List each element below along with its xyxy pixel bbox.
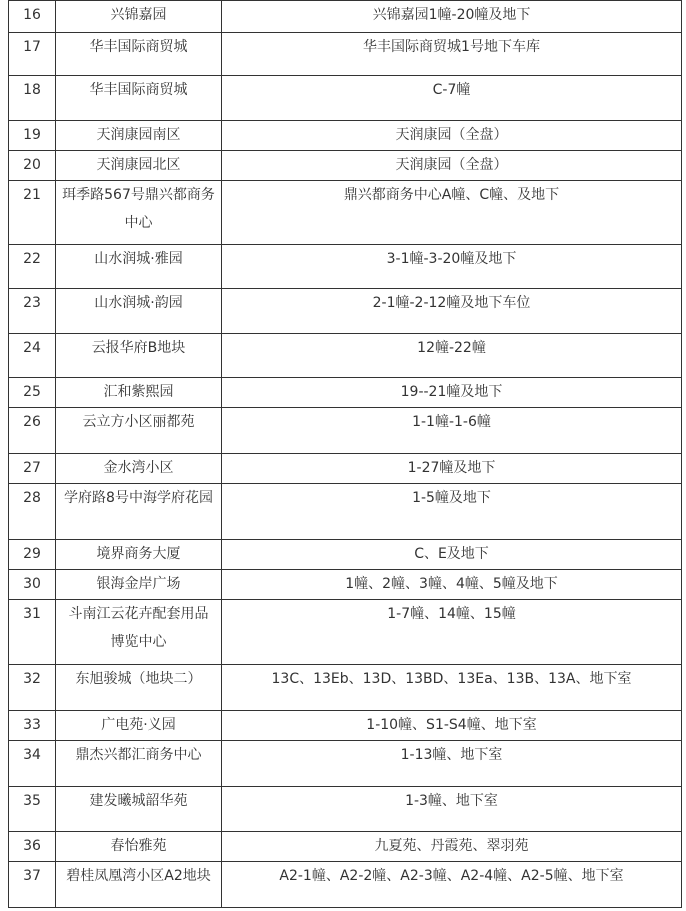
row-number-cell — [9, 540, 56, 570]
project-name: 云立方小区丽都苑 — [82, 414, 195, 430]
project-name: 东旭骏城（地块二） — [75, 671, 202, 687]
property-table — [8, 0, 682, 908]
project-name-cell — [56, 665, 222, 711]
table-row — [9, 832, 682, 862]
project-name-cell — [56, 454, 222, 484]
building-scope-cell — [222, 832, 682, 862]
table-row — [9, 408, 682, 454]
project-name-cell — [56, 484, 222, 540]
building-scope-cell — [222, 665, 682, 711]
building-scope-cell — [222, 711, 682, 741]
table-row — [9, 787, 682, 832]
building-scope: A2-1幢、A2-2幢、A2-3幢、A2-4幢、A2-5幢、地下室 — [279, 868, 624, 884]
row-number: 26 — [23, 414, 41, 430]
project-name: 斗南江云花卉配套用品博览中心 — [68, 606, 209, 650]
building-scope-cell — [222, 76, 682, 121]
project-name-cell — [56, 787, 222, 832]
project-name-cell — [56, 570, 222, 600]
row-number: 30 — [23, 576, 41, 592]
table-row — [9, 711, 682, 741]
project-name: 天润康园北区 — [96, 157, 181, 173]
project-name-cell — [56, 334, 222, 378]
row-number-cell — [9, 121, 56, 151]
project-name-cell — [56, 600, 222, 665]
building-scope-cell — [222, 33, 682, 76]
project-name-cell — [56, 711, 222, 741]
row-number-cell — [9, 711, 56, 741]
row-number-cell — [9, 76, 56, 121]
project-name: 金水湾小区 — [103, 460, 174, 476]
project-name-cell — [56, 741, 222, 787]
building-scope: 天润康园（全盘） — [395, 157, 508, 173]
row-number: 25 — [23, 384, 41, 400]
row-number: 23 — [23, 295, 41, 311]
row-number: 31 — [23, 606, 41, 622]
table-row — [9, 741, 682, 787]
row-number: 34 — [23, 747, 41, 763]
project-name: 建发曦城韶华苑 — [89, 793, 188, 809]
building-scope-cell — [222, 600, 682, 665]
building-scope: 3-1幢-3-20幢及地下 — [386, 251, 517, 267]
row-number: 24 — [23, 340, 41, 356]
row-number: 18 — [23, 82, 41, 98]
project-name: 华丰国际商贸城 — [89, 39, 188, 55]
building-scope: 华丰国际商贸城1号地下车库 — [363, 39, 540, 55]
project-name: 汇和紫熙园 — [103, 384, 174, 400]
row-number-cell — [9, 484, 56, 540]
building-scope: 兴锦嘉园1幢-20幢及地下 — [372, 7, 531, 23]
building-scope-cell — [222, 741, 682, 787]
project-name: 珥季路567号鼎兴都商务中心 — [62, 187, 215, 231]
building-scope-cell — [222, 454, 682, 484]
project-name: 华丰国际商贸城 — [89, 82, 188, 98]
building-scope: 1-27幢及地下 — [407, 460, 496, 476]
table-row — [9, 1, 682, 33]
building-scope: C、E及地下 — [414, 546, 489, 562]
project-name-cell — [56, 540, 222, 570]
row-number-cell — [9, 862, 56, 908]
building-scope: 天润康园（全盘） — [395, 127, 508, 143]
project-name: 学府路8号中海学府花园 — [64, 490, 213, 506]
row-number: 36 — [23, 838, 41, 854]
row-number-cell — [9, 334, 56, 378]
row-number: 19 — [23, 127, 41, 143]
building-scope: 1-5幢及地下 — [412, 490, 491, 506]
project-name-cell — [56, 378, 222, 408]
row-number-cell — [9, 378, 56, 408]
row-number: 16 — [23, 7, 41, 23]
row-number-cell — [9, 408, 56, 454]
building-scope-cell — [222, 151, 682, 181]
building-scope-cell — [222, 862, 682, 908]
building-scope-cell — [222, 334, 682, 378]
table-row — [9, 484, 682, 540]
project-name: 山水润城·雅园 — [94, 251, 183, 267]
building-scope-cell — [222, 181, 682, 245]
building-scope-cell — [222, 245, 682, 289]
project-name: 兴锦嘉园 — [110, 7, 167, 23]
row-number-cell — [9, 151, 56, 181]
row-number: 37 — [23, 868, 41, 884]
table-row — [9, 570, 682, 600]
table-row — [9, 334, 682, 378]
building-scope: 鼎兴都商务中心A幢、C幢、及地下 — [343, 187, 560, 203]
row-number: 28 — [23, 490, 41, 506]
building-scope: 九夏苑、丹霞苑、翠羽苑 — [374, 838, 529, 854]
project-name-cell — [56, 289, 222, 334]
table-row — [9, 378, 682, 408]
row-number: 22 — [23, 251, 41, 267]
row-number-cell — [9, 665, 56, 711]
table-row — [9, 121, 682, 151]
row-number-cell — [9, 832, 56, 862]
project-name-cell — [56, 151, 222, 181]
building-scope: 1-7幢、14幢、15幢 — [387, 606, 516, 622]
building-scope-cell — [222, 408, 682, 454]
building-scope: 1幢、2幢、3幢、4幢、5幢及地下 — [345, 576, 558, 592]
project-name: 春怡雅苑 — [110, 838, 167, 854]
building-scope-cell — [222, 540, 682, 570]
row-number: 32 — [23, 671, 41, 687]
project-name: 鼎杰兴都汇商务中心 — [75, 747, 202, 763]
building-scope-cell — [222, 570, 682, 600]
building-scope: 19--21幢及地下 — [400, 384, 503, 400]
row-number: 17 — [23, 39, 41, 55]
row-number-cell — [9, 33, 56, 76]
project-name: 银海金岸广场 — [96, 576, 181, 592]
building-scope: 13C、13Eb、13D、13BD、13Ea、13B、13A、地下室 — [271, 671, 632, 687]
row-number: 21 — [23, 187, 41, 203]
table-row — [9, 33, 682, 76]
project-name-cell — [56, 33, 222, 76]
row-number-cell — [9, 600, 56, 665]
table-body — [9, 1, 682, 908]
project-name-cell — [56, 1, 222, 33]
building-scope: 1-1幢-1-6幢 — [412, 414, 491, 430]
row-number: 29 — [23, 546, 41, 562]
table-row — [9, 289, 682, 334]
row-number-cell — [9, 741, 56, 787]
table-row — [9, 540, 682, 570]
project-name-cell — [56, 76, 222, 121]
table-row — [9, 665, 682, 711]
building-scope-cell — [222, 378, 682, 408]
row-number-cell — [9, 787, 56, 832]
row-number-cell — [9, 1, 56, 33]
row-number: 33 — [23, 717, 41, 733]
project-name-cell — [56, 245, 222, 289]
building-scope-cell — [222, 484, 682, 540]
project-name: 山水润城·韵园 — [94, 295, 183, 311]
row-number-cell — [9, 289, 56, 334]
table-row — [9, 245, 682, 289]
project-name: 境界商务大厦 — [96, 546, 181, 562]
project-name: 天润康园南区 — [96, 127, 181, 143]
table-row — [9, 862, 682, 908]
table-row — [9, 181, 682, 245]
building-scope: 1-13幢、地下室 — [400, 747, 503, 763]
building-scope: 1-3幢、地下室 — [405, 793, 498, 809]
table-row — [9, 76, 682, 121]
row-number-cell — [9, 181, 56, 245]
table-row — [9, 454, 682, 484]
row-number-cell — [9, 570, 56, 600]
building-scope: 1-10幢、S1-S4幢、地下室 — [366, 717, 537, 733]
row-number-cell — [9, 454, 56, 484]
row-number-cell — [9, 245, 56, 289]
project-name-cell — [56, 408, 222, 454]
project-name-cell — [56, 832, 222, 862]
building-scope: C-7幢 — [432, 82, 471, 98]
project-name: 碧桂凤凰湾小区A2地块 — [66, 868, 211, 884]
project-name: 云报华府B地块 — [91, 340, 186, 356]
building-scope-cell — [222, 1, 682, 33]
building-scope-cell — [222, 787, 682, 832]
building-scope-cell — [222, 289, 682, 334]
project-name: 广电苑·义园 — [101, 717, 176, 733]
table-row — [9, 600, 682, 665]
project-name-cell — [56, 121, 222, 151]
row-number: 27 — [23, 460, 41, 476]
row-number: 35 — [23, 793, 41, 809]
building-scope: 2-1幢-2-12幢及地下车位 — [372, 295, 531, 311]
building-scope: 12幢-22幢 — [417, 340, 486, 356]
table-row — [9, 151, 682, 181]
row-number: 20 — [23, 157, 41, 173]
project-name-cell — [56, 862, 222, 908]
building-scope-cell — [222, 121, 682, 151]
project-name-cell — [56, 181, 222, 245]
